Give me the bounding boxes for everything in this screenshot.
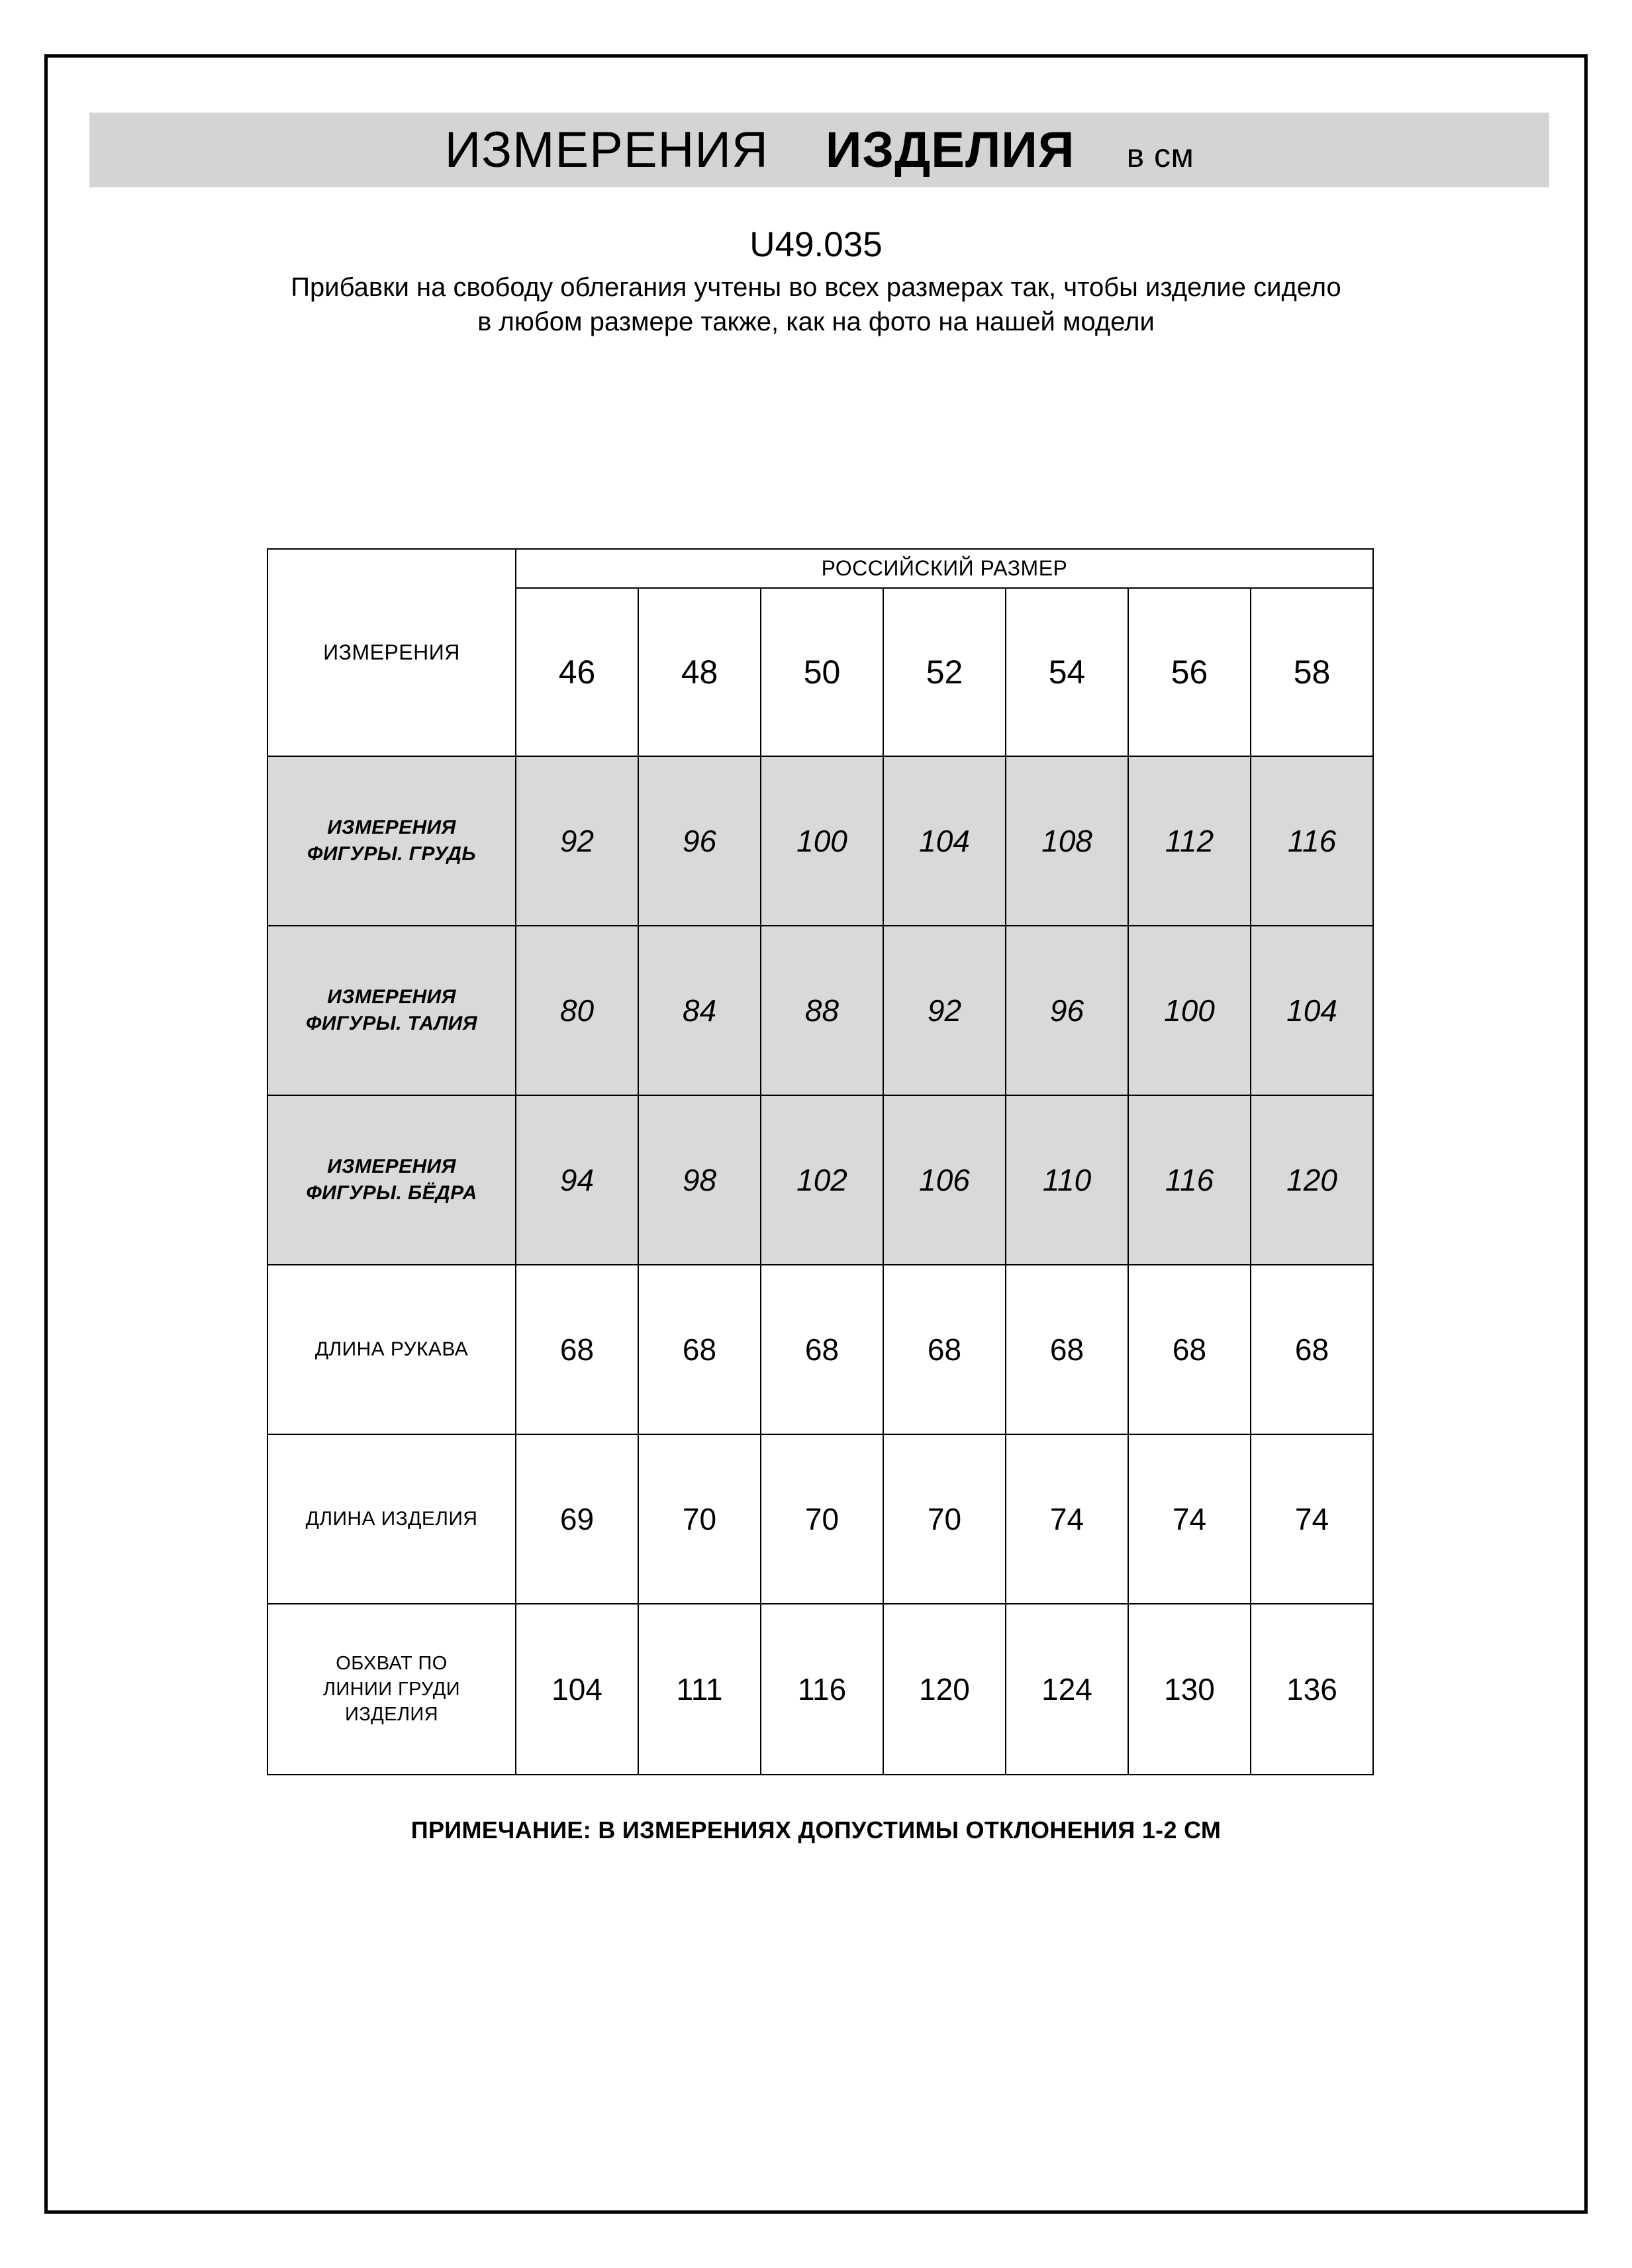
table-header-group-row [267, 549, 1373, 588]
cell-bust-body-58: 116 [1251, 756, 1373, 926]
cell-waist-body-58: 104 [1251, 926, 1373, 1095]
cell-product-length-54: 74 [1006, 1434, 1128, 1604]
row-label-line-2: ФИГУРЫ. ГРУДЬ [307, 843, 476, 865]
table-row [267, 1434, 1373, 1604]
cell-sleeve-length-54: 68 [1006, 1265, 1128, 1434]
cell-sleeve-length-56: 68 [1128, 1265, 1251, 1434]
row-label-line-1: ИЗМЕРЕНИЯ [327, 1156, 456, 1178]
header-size-50: 50 [761, 588, 883, 756]
cell-waist-body-54: 96 [1006, 926, 1128, 1095]
cell-chest-girth-product-56: 130 [1128, 1604, 1251, 1775]
size-table [267, 548, 1374, 1775]
row-label-line-3: ИЗДЕЛИЯ [345, 1704, 438, 1726]
table-row [267, 1265, 1373, 1434]
row-label-line-1: ИЗМЕРЕНИЯ [327, 986, 456, 1009]
cell-chest-girth-product-50: 116 [761, 1604, 883, 1775]
cell-hips-body-52: 106 [883, 1095, 1006, 1265]
cell-chest-girth-product-52: 120 [883, 1604, 1006, 1775]
header-size-46: 46 [516, 588, 638, 756]
row-label-line-2: ФИГУРЫ. ТАЛИЯ [306, 1012, 477, 1034]
cell-waist-body-50: 88 [761, 926, 883, 1095]
size-table-head [267, 549, 1373, 756]
row-label-chest-girth-product [267, 1604, 516, 1775]
row-label-line-1: ОБХВАТ ПО [336, 1653, 448, 1675]
table-row [267, 1095, 1373, 1265]
row-label-line-2: ФИГУРЫ. БЁДРА [306, 1182, 477, 1204]
cell-chest-girth-product-46: 104 [516, 1604, 638, 1775]
cell-product-length-50: 70 [761, 1434, 883, 1604]
banner-word-product: ИЗДЕЛИЯ [825, 122, 1075, 178]
row-label-product-length: ДЛИНА ИЗДЕЛИЯ [267, 1434, 516, 1604]
cell-sleeve-length-50: 68 [761, 1265, 883, 1434]
header-size-48: 48 [638, 588, 761, 756]
cell-bust-body-54: 108 [1006, 756, 1128, 926]
cell-product-length-48: 70 [638, 1434, 761, 1604]
cell-sleeve-length-52: 68 [883, 1265, 1006, 1434]
cell-waist-body-52: 92 [883, 926, 1006, 1095]
cell-hips-body-58: 120 [1251, 1095, 1373, 1265]
banner-unit-label: в см [1126, 137, 1194, 174]
cell-product-length-58: 74 [1251, 1434, 1373, 1604]
cell-waist-body-48: 84 [638, 926, 761, 1095]
row-label-line-2: ЛИНИИ ГРУДИ [323, 1678, 460, 1700]
row-label-waist-body [267, 926, 516, 1095]
row-label-sleeve-length: ДЛИНА РУКАВА [267, 1265, 516, 1434]
cell-bust-body-48: 96 [638, 756, 761, 926]
table-row [267, 756, 1373, 926]
table-row [267, 1604, 1373, 1775]
row-label-hips-body [267, 1095, 516, 1265]
title-block [48, 225, 1584, 339]
header-size-52: 52 [883, 588, 1006, 756]
header-russian-size-group: РОССИЙСКИЙ РАЗМЕР [516, 549, 1373, 588]
cell-sleeve-length-46: 68 [516, 1265, 638, 1434]
header-size-54: 54 [1006, 588, 1128, 756]
cell-chest-girth-product-58: 136 [1251, 1604, 1373, 1775]
cell-chest-girth-product-48: 111 [638, 1604, 761, 1775]
document-page [44, 54, 1588, 2214]
cell-bust-body-56: 112 [1128, 756, 1251, 926]
banner-word-measurements: ИЗМЕРЕНИЯ [444, 122, 769, 178]
table-row [267, 926, 1373, 1095]
size-table-container [267, 548, 1372, 1775]
cell-bust-body-50: 100 [761, 756, 883, 926]
tolerance-note: ПРИМЕЧАНИЕ: В ИЗМЕРЕНИЯХ ДОПУСТИМЫ ОТКЛОНЕНИЯ 1-2 СМ [410, 1816, 1222, 1844]
article-code: U49.035 [749, 225, 883, 264]
header-banner-text [445, 121, 1194, 179]
cell-waist-body-56: 100 [1128, 926, 1251, 1095]
size-table-body [267, 756, 1373, 1775]
cell-bust-body-52: 104 [883, 756, 1006, 926]
cell-sleeve-length-58: 68 [1251, 1265, 1373, 1434]
cell-product-length-56: 74 [1128, 1434, 1251, 1604]
header-banner [89, 113, 1549, 187]
cell-hips-body-46: 94 [516, 1095, 638, 1265]
header-size-58: 58 [1251, 588, 1373, 756]
cell-hips-body-54: 110 [1006, 1095, 1128, 1265]
header-size-56: 56 [1128, 588, 1251, 756]
cell-waist-body-46: 80 [516, 926, 638, 1095]
header-measurements-label: ИЗМЕРЕНИЯ [267, 549, 516, 756]
cell-hips-body-48: 98 [638, 1095, 761, 1265]
fit-description: Прибавки на свободу облегания учтены во всех размерах так, чтобы изделие сидело в любом размере также, как на фото на нашей модели [291, 273, 1341, 337]
cell-chest-girth-product-54: 124 [1006, 1604, 1128, 1775]
cell-product-length-46: 69 [516, 1434, 638, 1604]
cell-product-length-52: 70 [883, 1434, 1006, 1604]
row-label-line-1: ИЗМЕРЕНИЯ [327, 816, 456, 839]
cell-hips-body-50: 102 [761, 1095, 883, 1265]
cell-hips-body-56: 116 [1128, 1095, 1251, 1265]
row-label-bust-body [267, 756, 516, 926]
cell-sleeve-length-48: 68 [638, 1265, 761, 1434]
cell-bust-body-46: 92 [516, 756, 638, 926]
